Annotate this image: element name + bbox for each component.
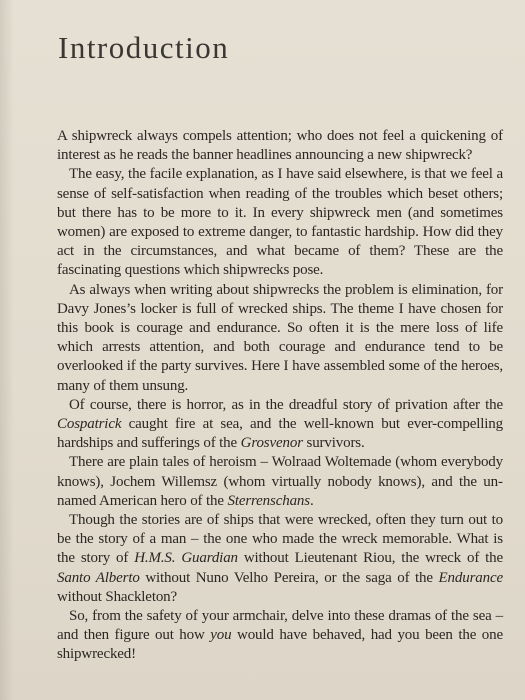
paragraph — [57, 607, 503, 665]
text-run: As always when writing about shipwrecks the problem is elimination, for Davy Jones’s locker is full of wrecked ships. The theme I have chosen for this book is courage and endurance. So often it is the mere loss of life which arrests attention, and both courage and endurance tend to be overlooked if the party survives. Here I have assembled some of the heroes, many of them unsung. — [57, 281, 503, 394]
paragraph — [57, 453, 503, 511]
paragraph — [57, 281, 503, 396]
text-run: survivors. — [302, 435, 365, 452]
paragraph — [57, 127, 503, 165]
italic-text: Cospatrick — [57, 416, 122, 433]
text-run: Of course, there is horror, as in the dreadful story of privation after the — [69, 396, 503, 413]
body-text — [57, 127, 503, 665]
text-run: There are plain tales of heroism – Wolraad Woltemade (whom everybody knows), Jochem Willemsz (whom virtually nobody knows), and the unnamed American hero of the — [57, 454, 503, 509]
italic-text: you — [210, 627, 232, 644]
text-run: The easy, the facile explanation, as I have said elsewhere, is that we feel a sense of self-satisfaction when reading of the troubles which beset others; but there has to be more to it. In every shipwreck men (and sometimes women) are exposed to extreme danger, to fantastic hardship. How did they act in the circumstances, and what became of them? These are the fascinating questions which shipwrecks pose. — [57, 166, 503, 279]
text-run: would have behaved, had you been the one shipwrecked! — [57, 627, 503, 663]
italic-text: Grosvenor — [240, 435, 303, 452]
text-run: without Lieutenant Riou, the wreck of the — [237, 550, 504, 567]
italic-text: Sterrenschans — [227, 492, 310, 509]
page-edge-shadow — [0, 0, 14, 700]
paragraph — [57, 165, 503, 280]
text-run: without Nuno Velho Pereira, or the saga of the — [139, 569, 439, 586]
text-run: Though the stories are of ships that were wrecked, often they turn out to be the story of a man – the one who made the wreck memorable. What is the story of — [57, 512, 503, 567]
text-run: caught fire at sea, and the well-known but ever-compelling hardships and sufferings of the — [57, 416, 503, 452]
italic-text: H.M.S. Guardian — [134, 550, 238, 567]
page-title: Introduction — [58, 30, 230, 65]
text-run: A shipwreck always compels attention; who does not feel a quickening of interest as he reads the banner headlines announcing a new shipwreck? — [57, 128, 503, 164]
text-run: So, from the safety of your armchair, delve into these dramas of the sea – and then figure out how — [57, 608, 503, 644]
text-run: without Shackleton? — [57, 588, 178, 605]
paragraph — [57, 396, 503, 454]
italic-text: Endurance — [438, 569, 503, 586]
paragraph — [57, 511, 503, 607]
italic-text: Santo Alberto — [57, 569, 140, 586]
text-run: . — [309, 492, 314, 509]
